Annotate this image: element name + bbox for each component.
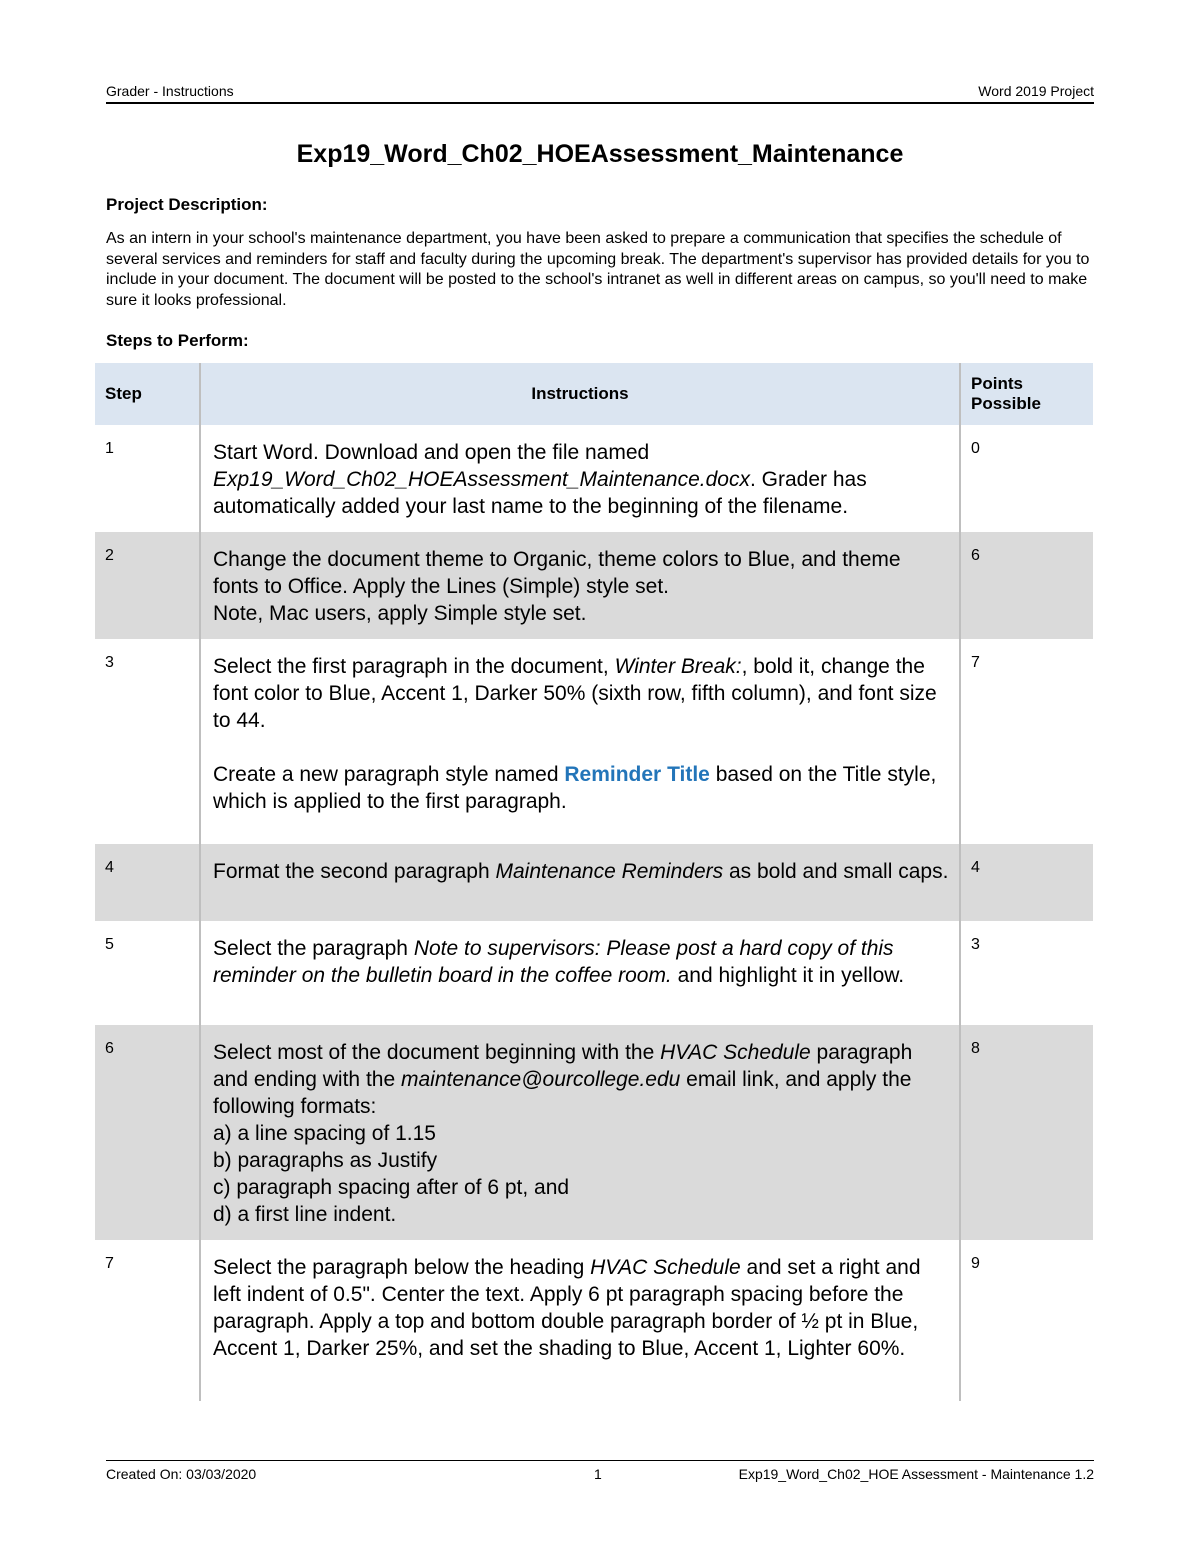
instr-text: Start Word. Download and open the file named [213,441,650,464]
instr-text: Create a new paragraph style named [213,763,565,786]
instr-italic: Maintenance Reminders [495,860,724,883]
step-number: 1 [105,440,114,457]
table-row [95,1240,1093,1401]
step-number: 4 [95,844,200,921]
instr-italic: HVAC Schedule [590,1256,741,1279]
step-points: 9 [971,1255,980,1272]
step-points: 8 [960,1025,1093,1240]
instr-text: and highlight it in yellow. [671,964,905,987]
step-instructions [200,1240,960,1401]
table-header-row [95,363,1093,425]
step-instructions [200,532,960,639]
step-number: 2 [95,532,200,639]
format-list-item: c) paragraph spacing after of 6 pt, and [213,1176,570,1199]
steps-label: Steps to Perform: [106,331,249,350]
header-step: Step [95,363,200,425]
instr-text: as bold and small caps. [723,860,949,883]
instr-italic: Winter Break: [614,655,742,678]
step-number: 3 [105,654,114,671]
step-points: 4 [960,844,1093,921]
step-number: 7 [105,1255,114,1272]
header-right: Word 2019 Project [978,83,1094,99]
header-left: Grader - Instructions [106,83,234,99]
format-list-item: d) a first line indent. [213,1203,397,1226]
page-footer [106,1460,1094,1482]
instr-text: Select the first paragraph in the document, [213,655,615,678]
table-row [95,425,1093,532]
header-instructions: Instructions [200,363,960,425]
instr-text: and set a right and left indent of 0.5". Center the text. Apply 6 pt paragraph spacing before the paragraph. Apply a top and bottom double paragraph border of ½ pt in Blue, Accent 1, Darker 25%, and set the shading to Blue, Accent 1, Lighter 60%. [213,1256,921,1360]
instr-text: paragraph and ending with the [213,1041,913,1091]
step-number: 5 [105,936,114,953]
instr-italic: HVAC Schedule [660,1041,811,1064]
table-row [95,921,1093,1025]
instr-text: , bold it, change the font color to Blue, Accent 1, Darker 50% (sixth row, fifth column), and font size to 44. [213,655,937,732]
page-header [106,83,1094,104]
instr-text: . Grader has automatically added your last name to the beginning of the filename. [213,468,867,518]
header-points-line1: Points [971,374,1023,393]
format-list-item: b) paragraphs as Justify [213,1149,438,1172]
footer-doc-name: Exp19_Word_Ch02_HOE Assessment - Maintenance 1.2 [738,1466,1094,1482]
step-points: 7 [971,654,980,671]
step-points: 6 [960,532,1093,639]
instr-text: based on the Title style, which is applied to the first paragraph. [213,763,937,813]
step-instructions [200,921,960,1025]
header-points-line2: Possible [971,394,1041,413]
steps-table [95,363,1093,1401]
instr-text: Note, Mac users, apply Simple style set. [213,602,587,625]
step-instructions [200,425,960,532]
instr-text: Format the second paragraph [213,860,496,883]
table-row [95,532,1093,639]
project-description-label: Project Description: [106,195,268,214]
instr-italic: Exp19_Word_Ch02_HOEAssessment_Maintenance.docx [213,468,750,491]
table-row [95,639,1093,844]
instr-italic: maintenance@ourcollege.edu [400,1068,681,1091]
instr-text: Select the paragraph [213,937,414,960]
instr-text: Change the document theme to Organic, theme colors to Blue, and theme fonts to Office. Apply the Lines (Simple) style set. [213,548,901,598]
style-name-highlight: Reminder Title [564,763,710,786]
step-points: 3 [971,936,980,953]
document-title: Exp19_Word_Ch02_HOEAssessment_Maintenance [296,140,904,168]
step-instructions [200,639,960,844]
instr-italic: Note to supervisors: Please post a hard copy of this reminder on the bulletin board in the coffee room. [213,937,894,987]
instr-text: Select most of the document beginning with the [213,1041,661,1064]
header-points [960,363,1093,425]
instr-text: Select the paragraph below the heading [213,1256,591,1279]
step-points: 0 [971,440,980,457]
footer-created-on: Created On: 03/03/2020 [106,1466,257,1482]
step-instructions [200,1025,960,1240]
table-row [95,1025,1093,1240]
footer-page-number: 1 [594,1466,602,1482]
format-list-item: a) a line spacing of 1.15 [213,1122,436,1145]
table-row [95,844,1093,921]
project-description-text: As an intern in your school's maintenance department, you have been asked to prepare a communication that specifies the schedule of several services and reminders for staff and faculty during the upcoming break. The department's supervisor has provided details for you to include in your document. The document will be posted to the school's intranet as well in different areas on campus, so you'll need to make sure it looks professional. [106,230,1090,309]
step-number: 6 [95,1025,200,1240]
step-instructions [200,844,960,921]
instr-text: email link, and apply the following formats: [213,1068,912,1118]
